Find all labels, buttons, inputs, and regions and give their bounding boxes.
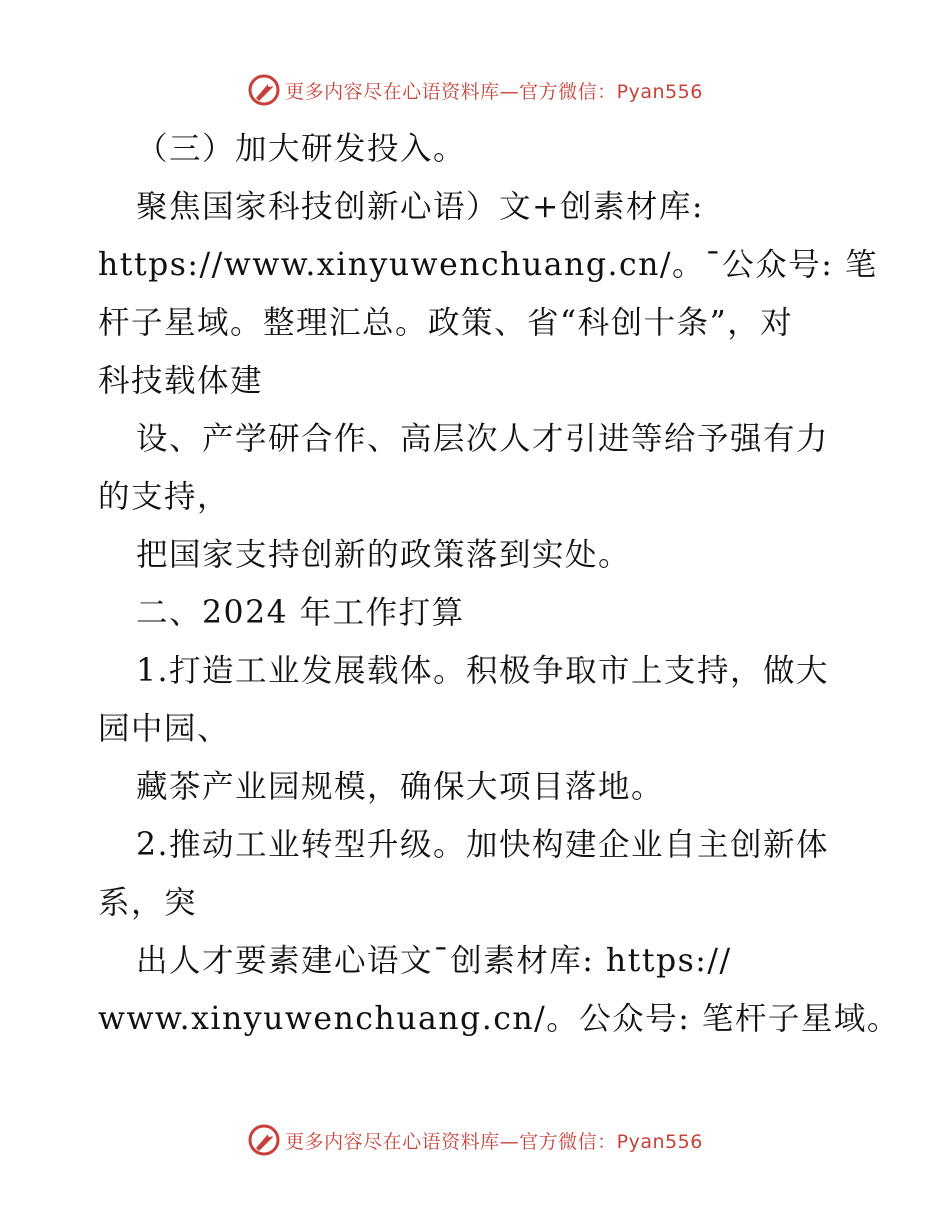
- text-line: https://www.xinyuwenchuang.cn/。¯公众号: 笔: [98, 247, 878, 283]
- pen-nib-logo-icon: [247, 73, 281, 107]
- text-line: 园中园、: [98, 711, 231, 747]
- text-line: 出人才要素建心语文¯创素材库: https://: [136, 943, 732, 979]
- header-watermark-text: 更多内容尽在心语资料库—官方微信：Pyan556: [285, 80, 703, 103]
- pen-nib-logo-icon: [247, 1123, 281, 1157]
- document-body: [98, 120, 900, 1048]
- text-line: 2.推动工业转型升级。加快构建企业自主创新体: [136, 827, 830, 863]
- text-line: 杆子星域。整理汇总。政策、省“科创十条”，对: [98, 305, 794, 341]
- text-line: 科技载体建: [98, 363, 264, 399]
- footer-watermark-text: 更多内容尽在心语资料库—官方微信：Pyan556: [285, 1130, 703, 1153]
- section-heading: 二、2024 年工作打算: [136, 595, 465, 631]
- text-line: （三）加大研发投入。: [136, 131, 467, 167]
- text-line: 的支持，: [98, 479, 231, 515]
- text-line: 聚焦国家科技创新心语）文+创素材库:: [136, 189, 705, 225]
- text-line: www.xinyuwenchuang.cn/。公众号: 笔杆子星域。: [98, 1001, 900, 1037]
- text-line: 设、产学研合作、高层次人才引进等给予强有力: [136, 421, 830, 457]
- text-line: 把国家支持创新的政策落到实处。: [136, 537, 632, 573]
- text-line: 1.打造工业发展载体。积极争取市上支持，做大: [136, 653, 830, 689]
- header-watermark-banner: [0, 70, 950, 110]
- text-line: 系，突: [98, 885, 198, 921]
- footer-watermark-banner: [0, 1120, 950, 1160]
- text-line: 藏茶产业园规模，确保大项目落地。: [136, 769, 665, 805]
